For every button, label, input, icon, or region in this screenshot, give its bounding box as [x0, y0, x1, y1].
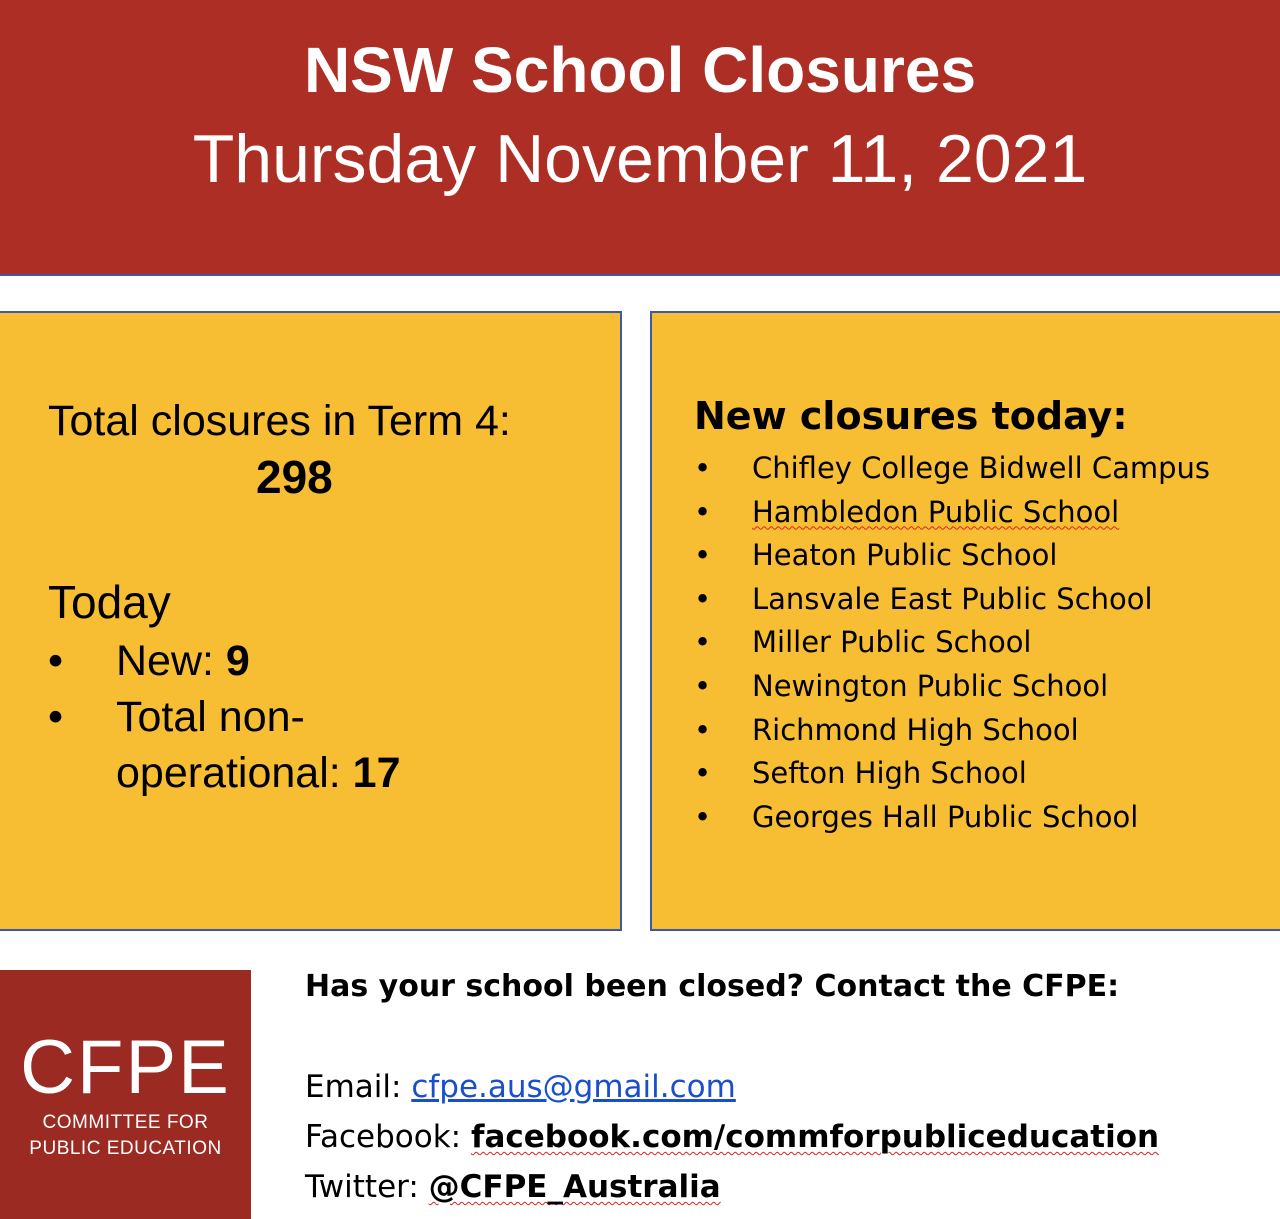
total-closures-label: Total closures in Term 4: — [48, 397, 511, 445]
stat-non-operational — [48, 689, 516, 801]
stat-new-value: 9 — [225, 637, 250, 685]
stat-non-operational-value: 17 — [352, 749, 401, 797]
list-item — [694, 534, 1210, 578]
list-item — [694, 709, 1210, 753]
twitter-label: Twitter: — [305, 1169, 429, 1205]
today-heading: Today — [48, 576, 171, 628]
today-stats-list — [48, 633, 516, 801]
list-item — [694, 796, 1210, 840]
school-name: Heaton Public School — [752, 538, 1058, 573]
email-link[interactable]: cfpe.aus@gmail.com — [411, 1069, 736, 1105]
new-closures-panel — [650, 311, 1280, 931]
bullet-icon: • — [694, 799, 712, 834]
bullet-icon: • — [694, 538, 712, 573]
logo-line-2: PUBLIC EDUCATION — [29, 1138, 222, 1159]
email-label: Email: — [305, 1069, 412, 1105]
bullet-icon: • — [694, 625, 712, 660]
facebook-link[interactable]: facebook.com/commforpubliceducation — [470, 1119, 1160, 1155]
cfpe-logo — [0, 970, 251, 1219]
list-item — [694, 752, 1210, 796]
contact-section — [305, 962, 1159, 1212]
bullet-icon: • — [694, 712, 712, 747]
email-row — [305, 1062, 1159, 1112]
list-item — [694, 578, 1210, 622]
school-name: Lansvale East Public School — [752, 581, 1153, 616]
stat-new — [48, 633, 516, 689]
bullet-icon: • — [694, 668, 712, 703]
stat-non-operational-label: Total non-operational: — [116, 693, 353, 797]
bullet-icon: • — [694, 756, 712, 791]
new-closures-heading: New closures today: — [694, 394, 1128, 438]
contact-prompt: Has your school been closed? Contact the CFPE: — [305, 969, 1120, 1004]
school-name: Sefton High School — [752, 756, 1027, 791]
list-item — [694, 447, 1210, 491]
page-date: Thursday November 11, 2021 — [192, 121, 1088, 197]
list-item — [694, 621, 1210, 665]
twitter-handle[interactable]: @CFPE_Australia — [428, 1169, 721, 1205]
school-name: Georges Hall Public School — [752, 799, 1139, 834]
bullet-icon: • — [694, 581, 712, 616]
school-name: Miller Public School — [752, 625, 1032, 660]
school-name: Hambledon Public School — [752, 494, 1120, 529]
header-banner — [0, 0, 1280, 276]
school-name: Newington Public School — [752, 668, 1109, 703]
list-item — [694, 491, 1210, 535]
logo-line-1: COMMITTEE FOR — [42, 1112, 209, 1133]
list-item — [694, 665, 1210, 709]
bullet-icon: • — [48, 693, 64, 741]
logo-mark: CFPE — [20, 1025, 231, 1110]
stat-new-label: New: — [116, 637, 226, 685]
summary-panel — [0, 311, 622, 931]
bullet-icon: • — [694, 494, 712, 529]
school-name: Chifley College Bidwell Campus — [752, 451, 1211, 485]
total-closures-value: 298 — [256, 451, 333, 503]
school-list — [694, 447, 1210, 839]
bullet-icon: • — [694, 451, 712, 485]
school-name: Richmond High School — [752, 712, 1079, 747]
twitter-row — [305, 1162, 1159, 1212]
facebook-label: Facebook: — [305, 1119, 471, 1155]
page-title: NSW School Closures — [303, 34, 977, 106]
logo-subtitle — [0, 1110, 251, 1162]
facebook-row — [305, 1112, 1159, 1162]
bullet-icon: • — [48, 637, 64, 685]
